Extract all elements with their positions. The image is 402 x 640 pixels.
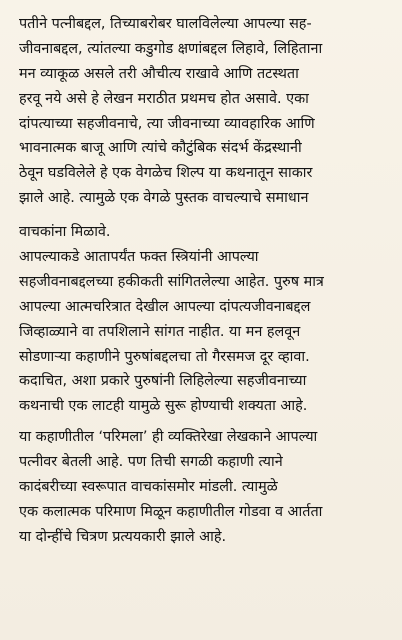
text-line: या कहाणीतील ‘परिमला’ ही व्यक्तिरेखा लेखकाने आपल्या: [19, 429, 318, 446]
text-line: ठेवून घडविलेले हे एक वेगळेच शिल्प या कथनातून साकार: [19, 165, 313, 182]
text-line: या दोन्हींचे चित्रण प्रत्ययकारी झाले आहे.: [19, 528, 227, 545]
paragraph-4: [19, 425, 392, 549]
text-line: आपल्या आत्मचरित्रात देखील आपल्या दांपत्यजीवनाबद्दल: [19, 298, 311, 315]
text-line: पत्नीवर बेतली आहे. पण तिची सगळी कहाणी त्याने: [19, 454, 283, 471]
text-line: आपल्याकडे आतापर्यंत फक्त स्त्रियांनी आपल्या: [19, 249, 259, 266]
text-line: जीवनाबद्दल, त्यांतल्या कडुगोड क्षणांबद्दल लिहावे, लिहिताना: [19, 40, 323, 57]
text-line: वाचकांना मिळावे.: [19, 224, 111, 241]
text-line: कादंबरीच्या स्वरूपात वाचकांसमोर मांडली. त्यामुळे: [19, 479, 278, 496]
text-line: मन व्याकूळ असले तरी औचीत्य राखावे आणि तटस्थता: [19, 65, 299, 82]
text-line: भावनात्मक बाजू आणि त्यांचे कौटुंबिक संदर्भ केंद्रस्थानी: [19, 140, 302, 157]
text-line: पतीने पत्नीबद्दल, तिच्याबरोबर घालविलेल्या आपल्या सह-: [19, 16, 312, 32]
text-line: जिव्हाळ्याने वा तपशिलाने सांगत नाहीत. या मन हलवून: [19, 323, 301, 340]
paragraph-3: [19, 245, 392, 419]
text-line: सहजीवनाबद्दलच्या हकीकती सांगितलेल्या आहेत. पुरुष मात्र: [19, 273, 324, 290]
paragraph-1: [19, 12, 392, 211]
text-line: दांपत्याच्या सहजीवनाचे, त्या जीवनाच्या व्यावहारिक आणि: [19, 115, 315, 132]
text-line: एक कलात्मक परिमाण मिळून कहाणीतील गोडवा व आर्तता: [19, 503, 323, 520]
text-line: कदाचित, अशा प्रकारे पुरुषांनी लिहिलेल्या सहजीवनाच्या: [19, 373, 307, 390]
text-line: सोडणाऱ्या कहाणीने पुरुषांबद्दलचा तो गैरसमज दूर व्हावा.: [19, 348, 310, 365]
text-line: कथनाची एक लाटही यामुळे सुरू होण्याची शक्यता आहे.: [19, 398, 308, 415]
paragraph-2: [19, 220, 392, 245]
text-line: हरवू नये असे हे लेखन मराठीत प्रथमच होत असावे. एका: [19, 90, 309, 107]
text-line: झाले आहे. त्यामुळे एक वेगळे पुस्तक वाचल्याचे समाधान: [19, 190, 309, 207]
